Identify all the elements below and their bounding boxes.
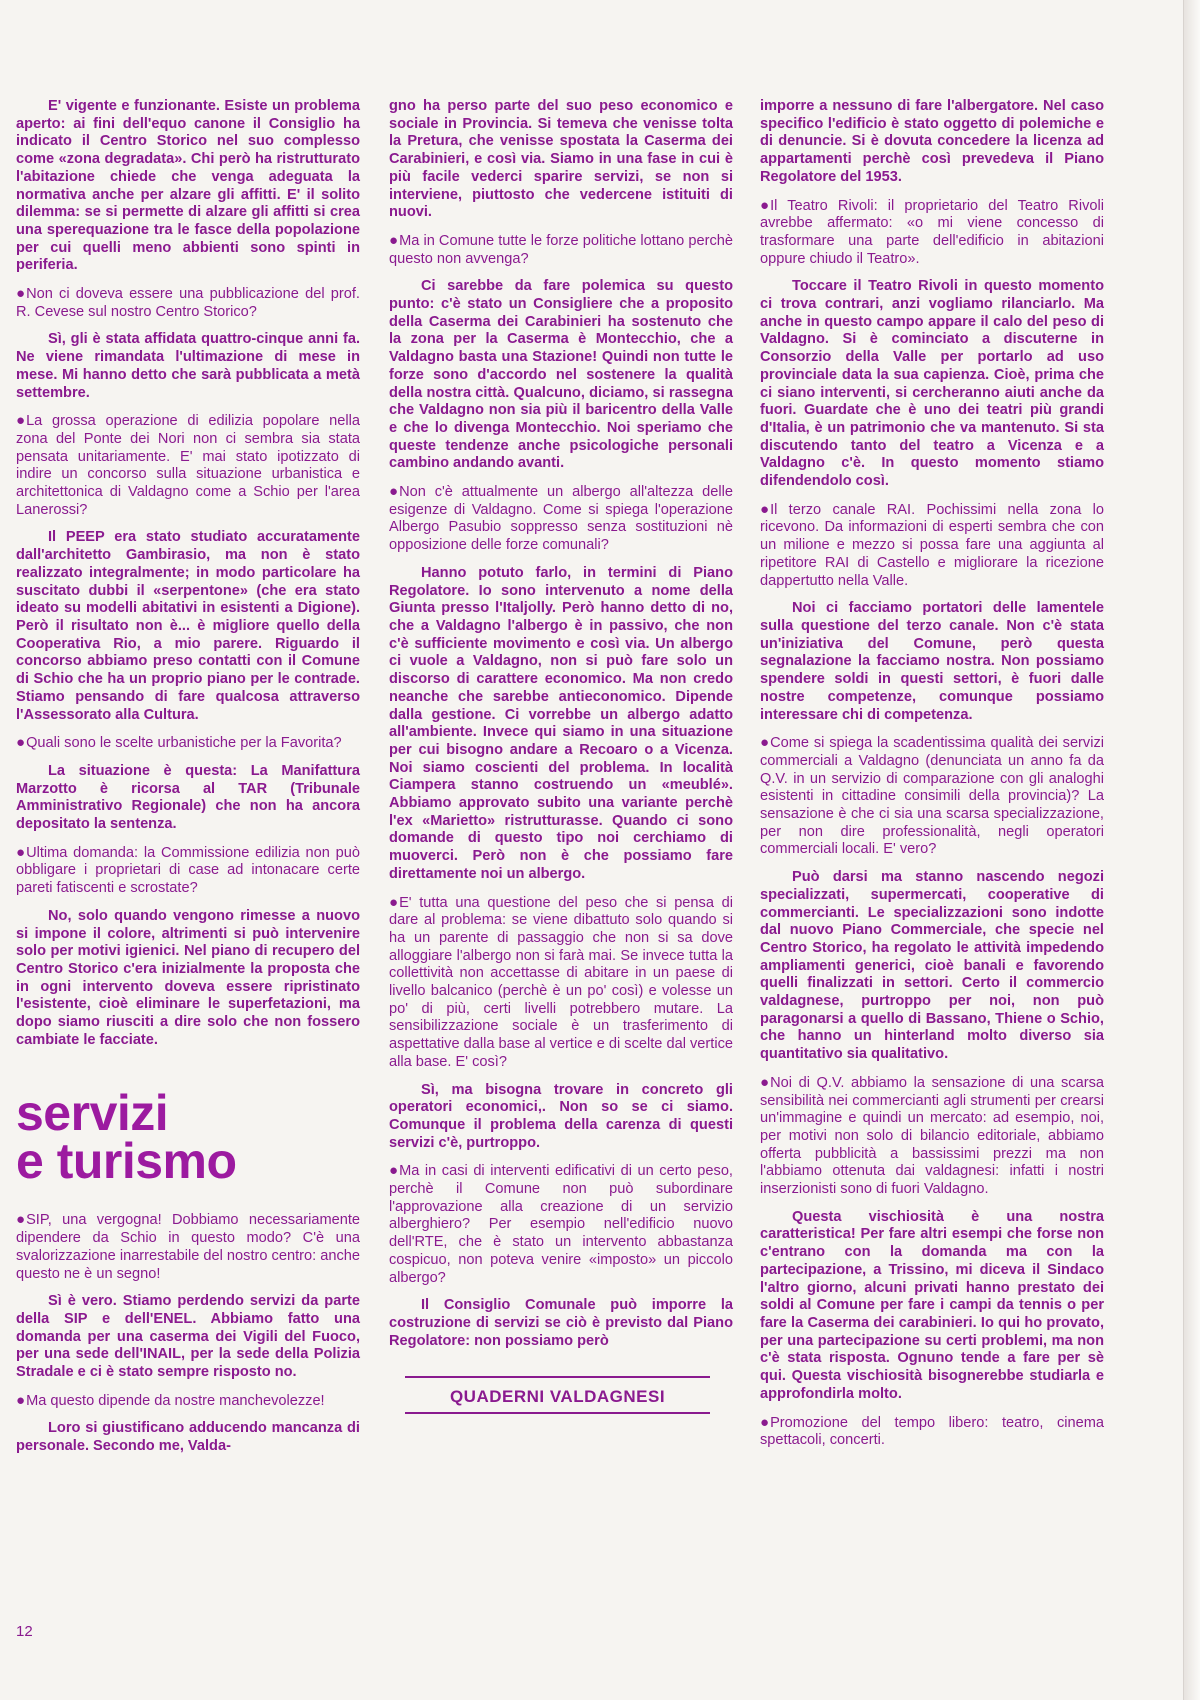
question-paragraph xyxy=(389,483,733,555)
bullet-icon: ● xyxy=(389,1162,399,1180)
page-edge xyxy=(1183,0,1200,1700)
question-text: Promozione del tempo libero: teatro, cinema spettacoli, concerti. xyxy=(760,1414,1104,1449)
answer-paragraph: imporre a nessuno di fare l'albergatore. Nel caso specifico l'edificio è stato oggetto di polemiche e di denuncie. Si è dovuta concedere la licenza ad appartamenti perchè così prevedeva il Piano Regolatore del 1953. xyxy=(760,98,1104,185)
bullet-icon: ● xyxy=(760,1413,770,1431)
section-heading xyxy=(16,1085,360,1190)
question-text: SIP, una vergogna! Dobbiamo necessariamente dipendere da Schio in questo modo? C'è una svalorizzazione inarrestabile del nostro centro: anche questo ne è un segno! xyxy=(16,1212,360,1282)
bullet-icon: ● xyxy=(389,483,399,501)
question-text: Il terzo canale RAI. Pochissimi nella zona lo ricevono. Da informazioni di esperti sembra che con un milione e mezzo si possa fare una aggiunta al ripetitore RAI di Castello e migliorare la ricezione dappertutto nella Valle. xyxy=(760,501,1104,589)
question-text: Come si spiega la scadentissima qualità dei servizi commerciali a Valdagno (denunciata un anno fa da Q.V. in un servizio di comparazione con gli analoghi esistenti in cittadine consimili della provincia)? La sensazione è che ci sia una scarsa specializzazione, per non dire professionalità, negli operatori commerciali locali. E' vero? xyxy=(760,735,1104,858)
answer-paragraph: La situazione è questa: La Manifattura Marzotto è ricorsa al TAR (Tribunale Amministrativo Regionale) che non ha ancora depositato la sentenza. xyxy=(16,762,360,833)
bullet-icon: ● xyxy=(16,412,26,430)
question-paragraph xyxy=(16,285,360,321)
question-text: Ma in casi di interventi edificativi di un certo peso, perchè il Comune non può subordinare l'approvazione alla creazione di un servizio alberghiero? Per esempio nell'edificio nuovo dell'RTE, che è stato un intervento abbastanza cospicuo, non poteva venire «imposto» un piccolo albergo? xyxy=(389,1163,733,1286)
question-text: Il Teatro Rivoli: il proprietario del Teatro Rivoli avrebbe affermato: «o mi viene concesso di trasformare una parte dell'edificio in abitazioni oppure chiudo il Teatro». xyxy=(760,197,1104,267)
column-2 xyxy=(389,98,733,1414)
question-paragraph xyxy=(16,1392,360,1411)
question-paragraph xyxy=(389,1162,733,1287)
answer-paragraph: Sì, gli è stata affidata quattro-cinque anni fa. Ne viene rimandata l'ultimazione di mese in mese. Mi hanno detto che sarà pubblicata a metà settembre. xyxy=(16,331,360,401)
question-paragraph xyxy=(16,734,360,753)
section-heading-line-1: servizi xyxy=(16,1085,169,1142)
answer-paragraph: Il PEEP era stato studiato accuratamente dall'architetto Gambirasio, ma non è stato realizzato integralmente; in modo particolare ha suscitato dubbi il «serpentone» (che era stato ideato su modelli abitativi in esistenti a Digione). Però il risultato non è... è migliore quello della Cooperativa Rio, a mio parere. Riguardo il concorso abbiamo preso contatti con il Comune di Schio che ha un proprio piano per le contrade. Stiamo pensando di fare qualcosa attraverso l'Assessorato alla Cultura. xyxy=(16,529,360,723)
column-3 xyxy=(760,98,1104,1460)
question-text: Quali sono le scelte urbanistiche per la Favorita? xyxy=(26,735,342,752)
question-text: Non c'è attualmente un albergo all'altezza delle esigenze di Valdagno. Come si spiega l'operazione Albergo Pasubio soppresso senza sostituzioni nè opposizione delle forze comunali? xyxy=(389,484,733,554)
question-paragraph xyxy=(16,412,360,519)
question-paragraph xyxy=(760,1074,1104,1199)
bullet-icon: ● xyxy=(389,893,399,911)
bullet-icon: ● xyxy=(760,500,770,518)
answer-paragraph: Loro si giustificano adducendo mancanza di personale. Secondo me, Valda- xyxy=(16,1420,360,1455)
answer-paragraph: Toccare il Teatro Rivoli in questo momento ci trova contrari, anzi vogliamo rilanciarlo. Ma anche in questo campo appare il calo del peso di Valdagno. Si è cominciato a discuterne in Consorzio della Valle per portarlo ad uso provinciale data la sua capienza. Cioè, prima che ci siano interventi, si cercheranno aiuti anche da fuori. Guardate che è uno dei teatri più grandi d'Italia, è un patrimonio che va mantenuto. Si sta discutendo tanto del teatro a Vicenza e a Valdagno c'è. In questo momento stiamo difendendolo così. xyxy=(760,278,1104,490)
question-text: Noi di Q.V. abbiamo la sensazione di una scarsa sensibilità nei commercianti agli strumenti per crearsi un'immagine e quindi un mercato: ad esempio, noi, per motivi non solo di bilancio editoriale, abbiamo offerta pubblicità a bassissimi prezzi ma non l'abbiamo ottenuta dai valdagnesi: infatti i nostri inserzionisti sono di fuori Valdagno. xyxy=(760,1074,1104,1198)
answer-paragraph: Sì, ma bisogna trovare in concreto gli operatori economici,. Non so se ci siamo. Comunque il problema della carenza di questi servizi c'è, purtroppo. xyxy=(389,1081,733,1151)
question-paragraph xyxy=(760,1414,1104,1450)
bullet-icon: ● xyxy=(16,1211,26,1229)
bullet-icon: ● xyxy=(16,285,26,303)
answer-paragraph: Hanno potuto farlo, in termini di Piano Regolatore. Io sono intervenuto a nome della Giunta presso l'Italjolly. Però hanno detto di no, che a Valdagno l'albergo è in passivo, che non c'è sufficiente movimento e così via. Un albergo ci vuole a Valdagno, non si può fare solo un discorso di carattere economico. Ma non credo neanche che sarebbe antieconomico. Dipende dalla gestione. Ci vorrebbe un albergo adatto all'ambiente. Invece qui siamo in una situazione per cui bisogno andare a Recoaro o a Vicenza. Noi siamo coscienti del problema. In località Ciampera stanno costruendo un «meublé». Abbiamo approvato subito una variante perchè l'ex «Marietto» ristrutturasse. Quando ci sono domande di questo tipo noi cerchiamo di muoverci. Però non è che possiamo fare direttamente noi un albergo. xyxy=(389,564,733,882)
question-text: Ma questo dipende da nostre manchevolezze! xyxy=(26,1392,325,1409)
answer-paragraph: No, solo quando vengono rimesse a nuovo si impone il colore, altrimenti si può intervenire solo per motivi igienici. Nel piano di recupero del Centro Storico c'era inizialmente la proposta che in ogni intervento doveva essere ripristinato l'esistente, cioè eliminare le superfetazioni, ma dopo siamo riusciti a dire solo che non fossero cambiate le facciate. xyxy=(16,907,360,1048)
question-paragraph xyxy=(16,1211,360,1283)
question-text: Non ci doveva essere una pubblicazione del prof. R. Cevese sul nostro Centro Storico? xyxy=(16,286,360,320)
column-1 xyxy=(16,98,360,1466)
question-paragraph xyxy=(760,734,1104,859)
question-text: Ma in Comune tutte le forze politiche lottano perchè questo non avvenga? xyxy=(389,232,733,267)
bullet-icon: ● xyxy=(389,231,399,249)
question-text: E' tutta una questione del peso che si pensa di dare al problema: se viene dibattuto solo quando si ha un parente di passaggio che non si sa dove alloggiare l'albergo non si farà mai. Se invece tutta la collettività non accettasse di abitare in un paese di livello balcanico (perchè è un po' così) e volesse un po' di più, certi livelli potrebbero mutare. La sensibilizzazione sociale è un trasferimento di aspettative dalla base al vertice e di scelte dal vertice alla base. E' così? xyxy=(389,894,733,1070)
magazine-title-box: QUADERNI VALDAGNESI xyxy=(405,1376,710,1414)
question-paragraph xyxy=(760,501,1104,591)
question-text: Ultima domanda: la Commissione edilizia non può obbligare i proprietari di case ad intonacare certe pareti fatiscenti e scrostate? xyxy=(16,844,360,897)
question-paragraph xyxy=(16,844,360,898)
answer-paragraph: Può darsi ma stanno nascendo negozi specializzati, supermercati, cooperative di commercianti. Le specializzazioni sono indotte dal nuovo Piano Commerciale, che specie nel Centro Storico, ha regolato le attività impedendo ampliamenti generici, cioè banali e favorendo quelli finalizzati in settori. Certo il commercio valdagnese, purtroppo per noi, non può paragonarsi a quello di Bassano, Thiene o Schio, che hanno un hinterland molto diverso sia quantitativo sia qualitativo. xyxy=(760,869,1104,1063)
bullet-icon: ● xyxy=(16,843,26,861)
answer-paragraph: Questa vischiosità è una nostra caratteristica! Per fare altri esempi che forse non c'entrano con la domanda ma con la partecipazione, a Trissino, mi diceva il Sindaco l'altro giorno, alcuni privati hanno prestato dei soldi al Comune per fare i campi da tennis o per fare la Caserma dei carabinieri. Io qui ho provato, per una partecipazione su certi problemi, ma non c'è stata risposta. Ognuno tende a fare per sè qui. Questa vischiosità bisognerebbe studiarla e approfondirla molto. xyxy=(760,1208,1104,1402)
answer-paragraph: gno ha perso parte del suo peso economico e sociale in Provincia. Si temeva che venisse tolta la Pretura, che venisse spostata la Caserma dei Carabinieri, e così via. Siamo in una fase in cui è più facile vederci sparire servizi, se non si interviene, piuttosto che vedercene istituiti di nuovi. xyxy=(389,98,733,221)
answer-paragraph: Il Consiglio Comunale può imporre la costruzione di servizi se ciò è previsto dal Piano Regolatore: non possiamo però xyxy=(389,1297,733,1349)
bullet-icon: ● xyxy=(16,734,26,752)
question-paragraph xyxy=(389,232,733,268)
section-heading-line-2: e turismo xyxy=(16,1133,237,1190)
bullet-icon: ● xyxy=(16,1391,26,1409)
page-number: 12 xyxy=(16,1623,33,1640)
answer-paragraph: Noi ci facciamo portatori delle lamentele sulla questione del terzo canale. Non c'è stata un'iniziativa del Comune, però questa segnalazione la facciamo nostra. Non possiamo spendere soldi in questi settori, è fuori dalle nostre competenze, comunque possiamo interessare chi di competenza. xyxy=(760,600,1104,723)
question-paragraph xyxy=(760,197,1104,269)
answer-paragraph: E' vigente e funzionante. Esiste un problema aperto: ai fini dell'equo canone il Consiglio ha indicato il Centro Storico nel suo complesso come «zona degradata». Chi però ha ristrutturato l'abitazione chiede che venga adeguata la normativa anche per alzare gli affitti. E' il solito dilemma: se si permette di alzare gli affitti si crea una sperequazione tra le fasce della popolazione per cui quelli meno abbienti sono spinti in periferia. xyxy=(16,98,360,274)
bullet-icon: ● xyxy=(760,196,770,214)
answer-paragraph: Ci sarebbe da fare polemica su questo punto: c'è stato un Consigliere che a proposito della Caserma dei Carabinieri ha sostenuto che la zona per la Caserma è Montecchio, che a Valdagno basta una Stazione! Quindi non tutte le forze sono d'accordo nel sostenere la qualità della nostra città. Qualcuno, diciamo, si rassegna che Valdagno non sia più il baricentro della Valle e che lo divenga Montecchio. Noi speriamo che queste tendenze anche psicologiche personali cambino andando avanti. xyxy=(389,278,733,472)
answer-paragraph: Sì è vero. Stiamo perdendo servizi da parte della SIP e dell'ENEL. Abbiamo fatto una domanda per una caserma dei Vigili del Fuoco, per una sede dell'INAIL, per la sede della Polizia Stradale e ci è stato sempre risposto no. xyxy=(16,1293,360,1381)
bullet-icon: ● xyxy=(760,1073,770,1091)
question-text: La grossa operazione di edilizia popolare nella zona del Ponte dei Nori non ci sembra sia stata pensata unitariamente. E' mai stato ipotizzato di indire un concorso sulla situazione urbanistica e architettonica di Valdagno come a Schio per l'area Lanerossi? xyxy=(16,413,360,518)
question-paragraph xyxy=(389,894,733,1072)
bullet-icon: ● xyxy=(760,734,770,752)
